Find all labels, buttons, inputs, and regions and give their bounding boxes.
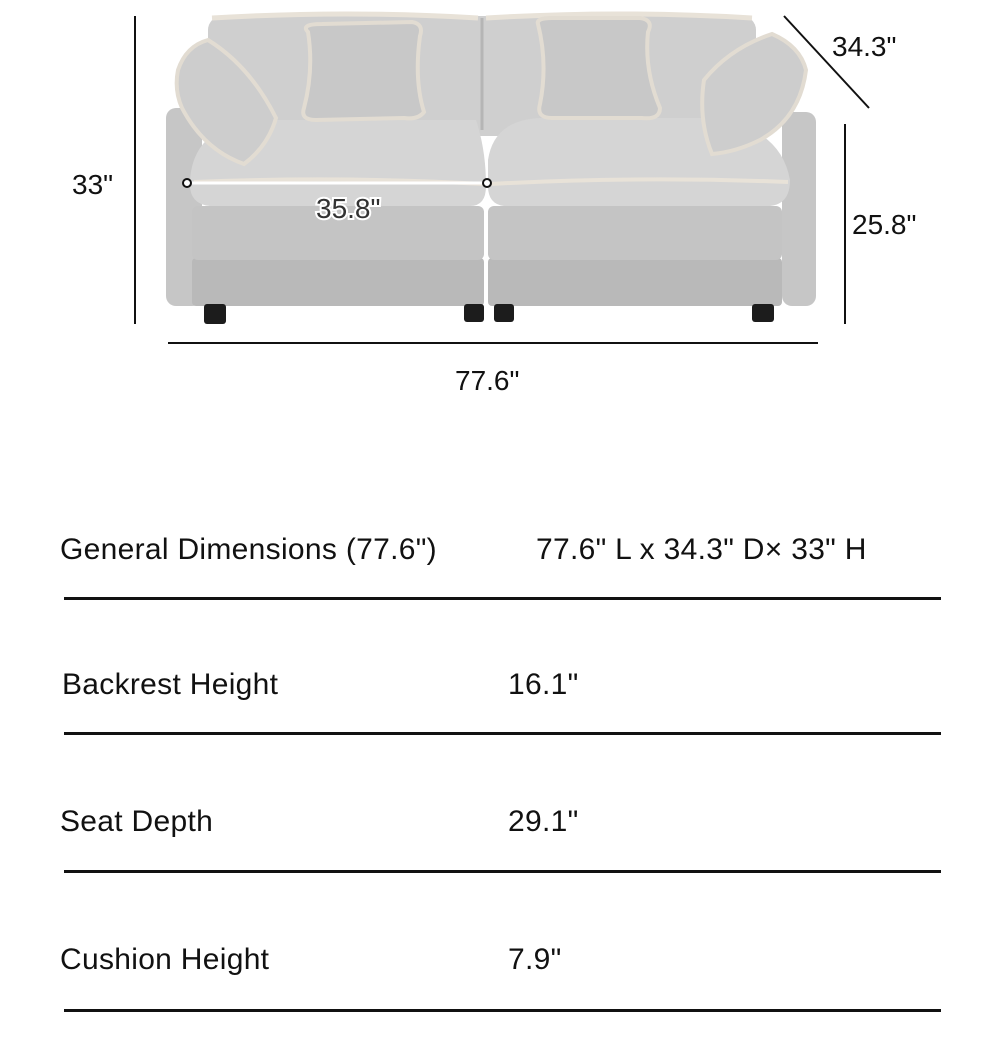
sofa-illustration [166,14,816,324]
sofa-dimension-diagram [0,0,1000,420]
spec-label: Cushion Height [60,943,270,976]
seat-width-label: 35.8" [316,193,381,224]
row-divider [64,597,941,600]
leg [752,304,774,322]
right-arm [782,112,816,306]
leg [494,304,514,322]
spec-row-cushion-height [0,910,1000,1044]
spec-row-general-dimensions [0,500,1000,634]
depth-label: 34.3" [832,31,897,62]
leg [464,304,484,322]
spec-label: Backrest Height [62,668,279,701]
sofa-base-right [488,258,782,306]
seat-width-endpoint [483,179,491,187]
seat-front-right [488,206,782,260]
spec-value: 7.9" [508,943,562,976]
spec-label: Seat Depth [60,805,214,838]
row-divider [64,732,941,735]
spec-label: General Dimensions (77.6") [60,533,437,566]
sofa-base-left [192,258,484,306]
spec-row-seat-depth [0,772,1000,906]
row-divider [64,870,941,873]
row-divider [64,1009,941,1012]
arm-height-label: 25.8" [852,209,917,240]
seat-width-endpoint [183,179,191,187]
spec-value: 77.6" L x 34.3" D× 33" H [536,533,867,566]
overall-height-label: 33" [72,169,114,200]
back-pillow-left [303,22,424,120]
spec-row-backrest-height [0,635,1000,769]
overall-width-label: 77.6" [455,365,520,396]
back-pillow-right [538,18,660,118]
spec-value: 29.1" [508,805,579,838]
spec-value: 16.1" [508,668,579,701]
leg [204,304,226,324]
